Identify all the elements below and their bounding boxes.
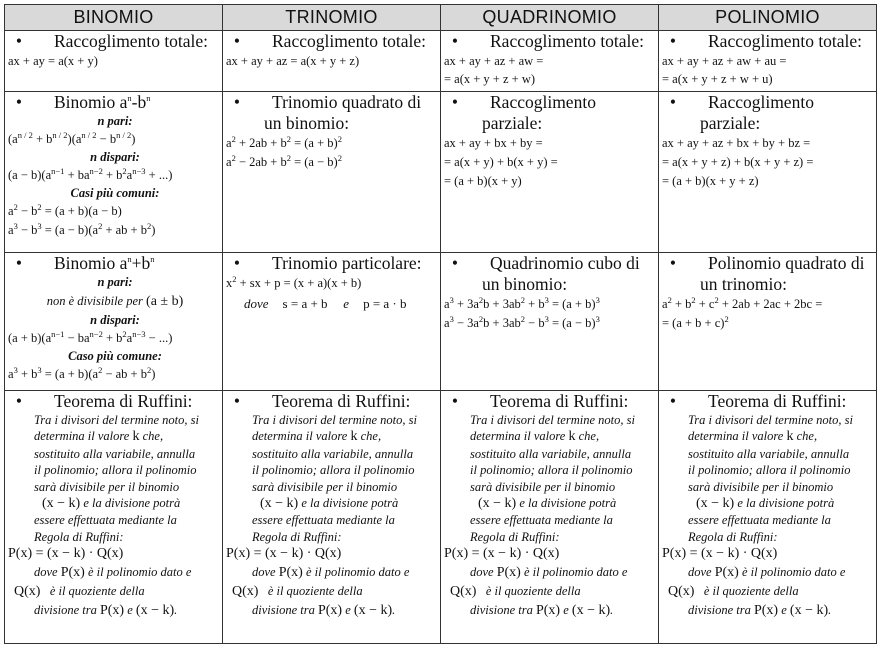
- ruffini-divisione: divisione tra P(x) e (x − k).: [34, 603, 178, 619]
- ruffini-binomio: (x − k): [260, 496, 299, 512]
- ruffini-formula: P(x) = (x − k) · Q(x): [8, 546, 124, 562]
- bullet-icon: •: [233, 31, 241, 51]
- bullet-icon: •: [233, 391, 241, 411]
- cell-ruffini-polinomio: [659, 391, 877, 644]
- cell-quadrinomio-raccoglimento: [441, 31, 659, 92]
- cell-ruffini-binomio: [5, 391, 223, 644]
- cell-title: • Raccoglimento totale:: [444, 31, 658, 52]
- bullet-icon: •: [451, 92, 459, 112]
- cell-binomio-differenza: [5, 92, 223, 253]
- header-polinomio: POLINOMIO: [659, 5, 877, 31]
- ruffini-quoziente: Q(x) è il quoziente della: [232, 584, 363, 600]
- cell-title: • Teorema di Ruffini:: [8, 391, 222, 412]
- formula-n-pari: $(a^{n / 2} + b^{n / 2})(a^{n / 2} - b^{n / 2})$: [8, 129, 136, 146]
- text-non-divisibile: non è divisibile per (a ± b): [46, 294, 184, 309]
- ruffini-text: Tra i divisori del termine noto, si determina il valore k che, sostituito alla variabile, annulla il polinomio; allora il polinomio sarà divisibile per il binomio (x − k) e la divisione potrà essere effettuata mediante la Regola di Ruffini:: [688, 413, 853, 544]
- ruffini-binomio: (x − k): [478, 496, 517, 512]
- ruffini-binomio: (x − k): [42, 496, 81, 512]
- label-casi-comuni: Casi più comuni:: [70, 186, 160, 200]
- cell-trinomio-quadrato: [223, 92, 441, 253]
- ruffini-text: Tra i divisori del termine noto, si determina il valore k che, sostituito alla variabile, annulla il polinomio; allora il polinomio sarà divisibile per il binomio (x − k) e la divisione potrà essere effettuata mediante la Regola di Ruffini:: [34, 413, 199, 544]
- ruffini-text: Tra i divisori del termine noto, si determina il valore k che, sostituito alla variabile, annulla il polinomio; allora il polinomio sarà divisibile per il binomio (x − k) e la divisione potrà essere effettuata mediante la Regola di Ruffini:: [470, 413, 635, 544]
- bullet-icon: •: [233, 92, 241, 112]
- cell-title: • Teorema di Ruffini:: [662, 391, 876, 412]
- cell-polinomio-parziale: [659, 92, 877, 253]
- cell-trinomio-particolare: [223, 253, 441, 391]
- formula-dove-s-p: dove s = a + b e p = a · b: [244, 296, 407, 311]
- header-quadrinomio: QUADRINOMIO: [441, 5, 659, 31]
- formula-cubo-differenza: $a^3 - 3a^2b + 3ab^2 - b^3 = (a - b)^3$: [444, 313, 600, 330]
- row-2: [5, 92, 877, 253]
- cell-binomio-raccoglimento: [5, 31, 223, 92]
- formula-line: = a(x + y + z + w + u): [662, 72, 773, 86]
- bullet-icon: •: [15, 31, 23, 51]
- ruffini-formula: P(x) = (x − k) · Q(x): [662, 546, 778, 562]
- formula-somma-cubi: $a^3 + b^3 = (a + b)(a^2$ − ab + $b^2$): [8, 364, 156, 381]
- row-raccoglimento-totale: [5, 31, 877, 92]
- formula-line: ax + ay + az + bx + by + bz =: [662, 136, 811, 150]
- bullet-icon: •: [451, 31, 459, 51]
- cell-title-cont: parziale:: [482, 113, 543, 133]
- ruffini-divisione: divisione tra P(x) e (x − k).: [252, 603, 396, 619]
- cell-title-cont: un binomio:: [264, 113, 350, 133]
- ruffini-text: Tra i divisori del termine noto, si determina il valore k che, sostituito alla variabile, annulla il polinomio; allora il polinomio sarà divisibile per il binomio (x − k) e la divisione potrà essere effettuata mediante la Regola di Ruffini:: [252, 413, 417, 544]
- cell-title: • Raccoglimento totale:: [8, 31, 222, 52]
- bullet-icon: •: [669, 391, 677, 411]
- label-n-dispari: n dispari:: [90, 150, 140, 164]
- cell-title: • Trinomio quadrato di: [226, 92, 440, 113]
- formula-trinomio-particolare: $x^2$ + sx + p = (x + a)(x + b): [226, 273, 362, 290]
- factorization-table: [4, 4, 877, 644]
- ruffini-quoziente: Q(x) è il quoziente della: [450, 584, 581, 600]
- formula-cubo-somma: $a^3 + 3a^2b + 3ab^2 + b^3 = (a + b)^3$: [444, 294, 600, 311]
- formula-table-sheet: [4, 4, 877, 651]
- ruffini-divisione: divisione tra P(x) e (x − k).: [688, 603, 832, 619]
- formula-line: = (a + b)(x + y + z): [662, 174, 759, 188]
- formula-line: = a(x + y) + b(x + y) =: [444, 155, 558, 169]
- cell-title-cont: un binomio:: [482, 274, 568, 294]
- ruffini-dove: dove P(x) è il polinomio dato e: [470, 565, 628, 581]
- formula-n-dispari: $(a - b)(a^{n-1} + ba^{n-2} + b^2a^{n-3}$ + ...): [8, 165, 173, 182]
- label-caso-comune: Caso più comune:: [68, 349, 162, 363]
- formula-line: = a(x + y + z) + b(x + y + z) =: [662, 155, 814, 169]
- cell-title: • Polinomio quadrato di: [662, 253, 876, 274]
- formula-quadrato-somma: $a^2 + 2ab + b^2 = (a + b)^2$: [226, 133, 342, 150]
- cell-title: • Teorema di Ruffini:: [226, 391, 440, 412]
- cell-title: • Quadrinomio cubo di: [444, 253, 658, 274]
- ruffini-quoziente: Q(x) è il quoziente della: [668, 584, 799, 600]
- ruffini-quoziente: Q(x) è il quoziente della: [14, 584, 145, 600]
- cell-title: • Raccoglimento: [662, 92, 876, 113]
- cell-title-cont: parziale:: [700, 113, 761, 133]
- label-n-pari: n pari:: [97, 275, 133, 289]
- ruffini-formula: P(x) = (x − k) · Q(x): [444, 546, 560, 562]
- bullet-icon: •: [451, 391, 459, 411]
- cell-title-cont: un trinomio:: [700, 274, 788, 294]
- formula-n-dispari: $(a + b)(a^{n-1} - ba^{n-2} + b^2a^{n-3}$ − ...): [8, 328, 173, 345]
- cell-trinomio-raccoglimento: [223, 31, 441, 92]
- formula-differenza-quadrati: $a^2 - b^2 = (a + b)(a - b)$: [8, 201, 122, 218]
- formula-quadrato-trinomio-result: = $(a + b + c)^2$: [662, 313, 729, 330]
- cell-title: • Teorema di Ruffini:: [444, 391, 658, 412]
- cell-binomio-somma: [5, 253, 223, 391]
- formula-line: = a(x + y + z + w): [444, 72, 536, 86]
- formula-line: ax + ay + az + aw + au =: [662, 54, 787, 68]
- cell-title: • Raccoglimento totale:: [662, 31, 876, 52]
- ruffini-dove: dove P(x) è il polinomio dato e: [252, 565, 410, 581]
- cell-title: • Binomio $a^n-b^n$: [8, 92, 222, 113]
- cell-polinomio-raccoglimento: [659, 31, 877, 92]
- formula-quadrato-trinomio: $a^2 + b^2 + c^2 + 2ab + 2ac + 2bc$ =: [662, 294, 823, 311]
- cell-title: • Trinomio particolare:: [226, 253, 440, 274]
- ruffini-k: k: [568, 429, 576, 445]
- ruffini-k: k: [350, 429, 358, 445]
- bullet-icon: •: [15, 391, 23, 411]
- ruffini-k: k: [132, 429, 140, 445]
- ruffini-binomio: (x − k): [696, 496, 735, 512]
- cell-ruffini-quadrinomio: [441, 391, 659, 644]
- bullet-icon: •: [451, 253, 459, 273]
- header-binomio: BINOMIO: [5, 5, 223, 31]
- formula-line: ax + ay = a(x + y): [8, 54, 98, 68]
- header-row: [5, 5, 877, 31]
- cell-title: • Binomio $a^n+b^n$: [8, 253, 222, 274]
- row-3: [5, 253, 877, 391]
- cell-title: • Raccoglimento: [444, 92, 658, 113]
- cell-polinomio-quadrato: [659, 253, 877, 391]
- bullet-icon: •: [15, 253, 23, 273]
- formula-quadrato-differenza: $a^2 - 2ab + b^2 = (a - b)^2$: [226, 152, 342, 169]
- bullet-icon: •: [669, 253, 677, 273]
- formula-line: ax + ay + az = a(x + y + z): [226, 54, 360, 68]
- cell-title: • Raccoglimento totale:: [226, 31, 440, 52]
- ruffini-divisione: divisione tra P(x) e (x − k).: [470, 603, 614, 619]
- bullet-icon: •: [233, 253, 241, 273]
- cell-ruffini-trinomio: [223, 391, 441, 644]
- formula-differenza-cubi: $a^3 - b^3 = (a - b)(a^2$ + ab + $b^2$): [8, 220, 156, 237]
- ruffini-formula: P(x) = (x − k) · Q(x): [226, 546, 342, 562]
- row-ruffini: [5, 391, 877, 644]
- cell-quadrinomio-cubo: [441, 253, 659, 391]
- bullet-icon: •: [15, 92, 23, 112]
- formula-line: ax + ay + bx + by =: [444, 136, 543, 150]
- ruffini-dove: dove P(x) è il polinomio dato e: [688, 565, 846, 581]
- bullet-icon: •: [669, 92, 677, 112]
- label-n-pari: n pari:: [97, 114, 133, 128]
- ruffini-k: k: [786, 429, 794, 445]
- header-trinomio: TRINOMIO: [223, 5, 441, 31]
- formula-line: = (a + b)(x + y): [444, 174, 522, 188]
- cell-quadrinomio-parziale: [441, 92, 659, 253]
- bullet-icon: •: [669, 31, 677, 51]
- formula-line: ax + ay + az + aw =: [444, 54, 544, 68]
- ruffini-dove: dove P(x) è il polinomio dato e: [34, 565, 192, 581]
- label-n-dispari: n dispari:: [90, 313, 140, 327]
